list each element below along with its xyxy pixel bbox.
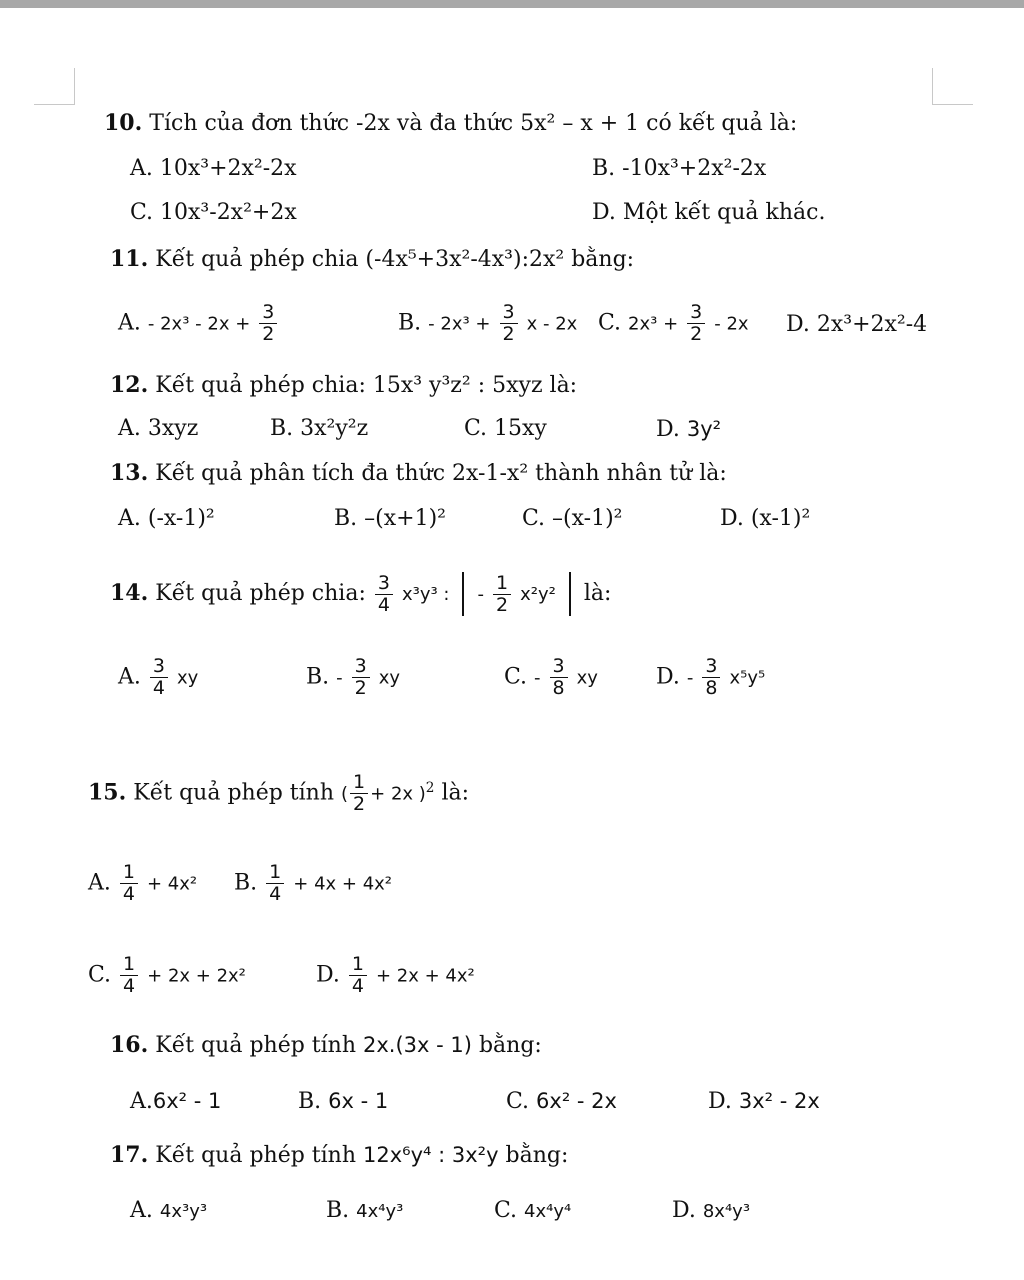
q11-option-a xyxy=(118,302,279,345)
option-label: D. xyxy=(316,962,340,988)
question-text: Kết quả phép chia: xyxy=(155,581,366,606)
question-16 xyxy=(110,1030,542,1061)
q12-option-c: C. 15xy xyxy=(464,416,547,441)
numerator: 1 xyxy=(351,953,364,975)
question-text: Tích của đơn thức -2x và đa thức 5x² – x + 1 có kết quả là: xyxy=(149,111,798,136)
option-value: 6x² - 2x xyxy=(536,1089,617,1113)
q12-option-a: A. 3xyz xyxy=(118,416,199,441)
question-15 xyxy=(88,772,469,815)
fraction xyxy=(375,573,393,616)
option-value: 4x⁴y³ xyxy=(356,1201,404,1222)
q15-option-d xyxy=(316,954,475,997)
numerator: 3 xyxy=(152,655,165,677)
crop-mark-left xyxy=(34,68,75,105)
question-text: Kết quả phép tính xyxy=(155,1143,357,1168)
question-tail: là: xyxy=(583,581,612,606)
q12-option-b: B. 3x²y²z xyxy=(270,416,369,441)
option-label: A. xyxy=(118,664,141,690)
crop-mark-right xyxy=(932,68,973,105)
option-label: B. xyxy=(298,1089,322,1114)
option-label: C. xyxy=(598,310,622,336)
denominator: 2 xyxy=(259,323,277,345)
expr-part: + 4x² xyxy=(146,873,198,895)
numerator: 1 xyxy=(269,861,282,883)
question-number: 10. xyxy=(104,110,143,136)
question-number: 17. xyxy=(110,1142,149,1168)
q11-option-c xyxy=(598,302,749,345)
q17-option-a xyxy=(130,1196,207,1227)
q10-option-d: D. Một kết quả khác. xyxy=(592,200,826,225)
numerator: 3 xyxy=(705,655,718,677)
expr-part: x³y³ : xyxy=(401,584,450,605)
q14-option-b xyxy=(306,656,400,699)
option-label: B. xyxy=(326,1198,350,1223)
option-label: A. xyxy=(130,1198,153,1223)
expression: 12x⁶y⁴ : 3x²y xyxy=(363,1143,499,1167)
denominator: 4 xyxy=(120,883,138,905)
question-number: 15. xyxy=(88,779,127,806)
option-label: C. xyxy=(504,664,528,690)
numerator: 3 xyxy=(377,571,390,594)
denominator: 4 xyxy=(150,677,168,699)
option-label: D. xyxy=(672,1198,696,1223)
expr-part: 2x³ + xyxy=(628,313,679,335)
fraction xyxy=(550,656,568,699)
option-label: A. xyxy=(130,1089,153,1114)
q15-option-b xyxy=(234,862,392,905)
q13-option-c: C. –(x-1)² xyxy=(522,506,623,531)
q15-option-a xyxy=(88,862,197,905)
question-13 xyxy=(110,458,727,489)
option-label: A. xyxy=(88,870,111,896)
option-value: 4x³y³ xyxy=(159,1201,208,1222)
question-text: Kết quả phép tính xyxy=(133,780,335,806)
expr-part: xy xyxy=(378,667,401,689)
expr-part: - xyxy=(534,667,541,689)
denominator: 2 xyxy=(350,793,368,815)
viewer-top-bar xyxy=(0,0,1024,8)
question-tail: là: xyxy=(441,780,470,806)
option-label: B. xyxy=(306,664,330,690)
expr-part: xy xyxy=(176,667,199,689)
question-text: Kết quả phép chia (-4x⁵+3x²-4x³):2x² bằng: xyxy=(155,247,635,272)
fraction xyxy=(349,954,367,997)
q16-option-d xyxy=(708,1086,820,1117)
fraction xyxy=(120,862,138,905)
q14-option-d xyxy=(656,656,765,699)
expr-part: x⁵y⁵ xyxy=(729,667,766,689)
expr-part: + 2x + 2x² xyxy=(147,965,246,987)
numerator: 1 xyxy=(123,953,136,975)
question-17 xyxy=(110,1140,568,1171)
question-number: 12. xyxy=(110,372,149,398)
fraction xyxy=(150,656,168,699)
question-number: 14. xyxy=(110,580,149,606)
option-value: 3y² xyxy=(686,417,722,441)
q16-option-c xyxy=(506,1086,617,1117)
numerator: 3 xyxy=(502,301,515,323)
exponent: 2 xyxy=(425,780,435,796)
denominator: 4 xyxy=(375,594,393,616)
expr-part: - 2x³ - 2x + xyxy=(147,313,251,335)
question-tail: bằng: xyxy=(505,1143,569,1168)
question-number: 16. xyxy=(110,1032,149,1058)
fraction xyxy=(259,302,277,345)
numerator: 3 xyxy=(690,301,703,323)
q16-option-a xyxy=(130,1086,221,1117)
fraction xyxy=(350,772,368,815)
q17-option-b xyxy=(326,1196,403,1227)
q13-option-b: B. –(x+1)² xyxy=(334,506,446,531)
numerator: 3 xyxy=(262,301,275,323)
option-label: B. xyxy=(398,310,422,336)
option-label: D. xyxy=(708,1089,732,1114)
q16-option-b xyxy=(298,1086,388,1117)
denominator: 8 xyxy=(550,677,568,699)
abs-bar-left xyxy=(462,572,464,616)
denominator: 2 xyxy=(687,323,705,345)
fraction xyxy=(266,862,284,905)
expr-part: ( xyxy=(341,783,349,805)
option-value: 6x² - 1 xyxy=(152,1089,222,1113)
fraction xyxy=(702,656,720,699)
question-text: Kết quả phép tính xyxy=(155,1033,357,1058)
fraction xyxy=(500,302,518,345)
q13-option-a: A. (-x-1)² xyxy=(118,506,215,531)
q11-option-d: D. 2x³+2x²-4 xyxy=(786,312,928,337)
question-14 xyxy=(110,572,611,616)
q10-option-c: C. 10x³-2x²+2x xyxy=(130,200,297,225)
expression: 2x.(3x - 1) xyxy=(363,1033,472,1057)
denominator: 4 xyxy=(120,975,138,997)
option-label: A. xyxy=(118,310,141,336)
q17-option-c xyxy=(494,1196,571,1227)
denominator: 4 xyxy=(266,883,284,905)
q14-option-a xyxy=(118,656,198,699)
expr-part: - xyxy=(477,584,484,605)
fraction xyxy=(493,573,511,616)
fraction xyxy=(687,302,705,345)
question-text: Kết quả phân tích đa thức 2x-1-x² thành nhân tử là: xyxy=(155,461,727,486)
denominator: 2 xyxy=(500,323,518,345)
expr-part: x - 2x xyxy=(526,313,578,335)
question-10 xyxy=(104,108,797,139)
expr-part: - 2x xyxy=(714,313,749,335)
option-value: 8x⁴y³ xyxy=(702,1201,751,1222)
denominator: 2 xyxy=(352,677,370,699)
question-number: 13. xyxy=(110,460,149,486)
q17-option-d xyxy=(672,1196,750,1227)
expr-part: x²y² xyxy=(520,584,556,605)
q13-option-d: D. (x-1)² xyxy=(720,506,811,531)
fraction xyxy=(352,656,370,699)
option-label: C. xyxy=(494,1198,518,1223)
option-label: D. xyxy=(656,664,680,690)
denominator: 4 xyxy=(349,975,367,997)
option-label: B. xyxy=(234,870,258,896)
option-label: D. xyxy=(656,417,680,442)
expr-part: + 4x + 4x² xyxy=(293,873,393,895)
numerator: 1 xyxy=(353,771,366,793)
q12-option-d xyxy=(656,414,721,445)
question-text: Kết quả phép chia: 15x³ y³z² : 5xyz là: xyxy=(155,373,578,398)
numerator: 1 xyxy=(495,571,509,594)
option-label: C. xyxy=(506,1089,530,1114)
question-number: 11. xyxy=(110,246,149,272)
numerator: 3 xyxy=(354,655,367,677)
numerator: 1 xyxy=(122,861,135,883)
q10-option-b: B. -10x³+2x²-2x xyxy=(592,156,767,181)
option-value: 3x² - 2x xyxy=(738,1089,820,1113)
expr-part: + 2x + 4x² xyxy=(375,965,475,987)
numerator: 3 xyxy=(552,655,565,677)
option-value: 6x - 1 xyxy=(328,1089,389,1113)
abs-bar-right xyxy=(569,572,571,616)
denominator: 8 xyxy=(702,677,720,699)
expr-part: - 2x³ + xyxy=(428,313,491,335)
question-tail: bằng: xyxy=(478,1033,542,1058)
q14-option-c xyxy=(504,656,598,699)
option-value: 4x⁴y⁴ xyxy=(524,1201,572,1222)
q15-option-c xyxy=(88,954,246,997)
expr-part: + 2x ) xyxy=(370,783,426,805)
expr-part: xy xyxy=(576,667,598,689)
q10-option-a: A. 10x³+2x²-2x xyxy=(130,156,297,181)
q11-option-b xyxy=(398,302,577,345)
question-11 xyxy=(110,244,634,275)
expr-part: - xyxy=(686,667,694,689)
option-label: C. xyxy=(88,962,112,988)
question-12 xyxy=(110,370,577,401)
denominator: 2 xyxy=(493,594,511,616)
expr-part: - xyxy=(336,667,343,689)
fraction xyxy=(120,954,138,997)
